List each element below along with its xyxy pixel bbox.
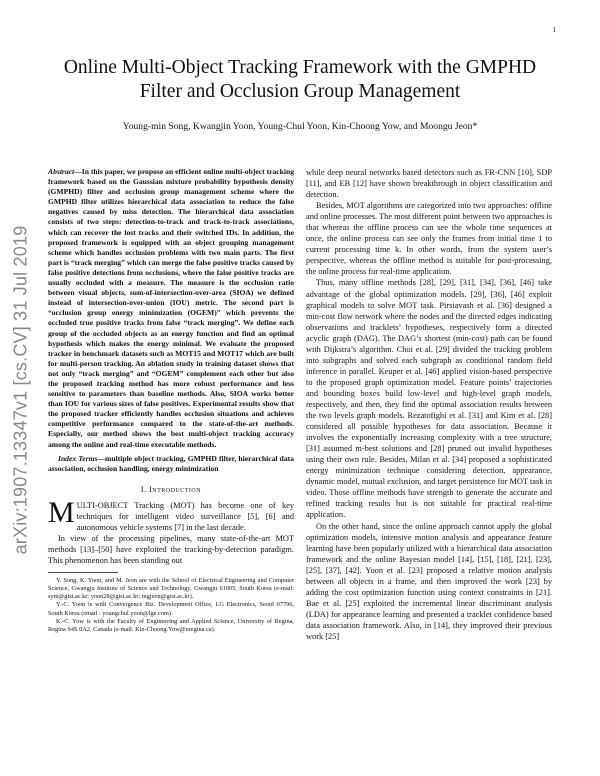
footnotes: [48, 577, 294, 634]
page-number: 1: [552, 26, 556, 34]
left-column: [48, 167, 294, 634]
footnote-2: Y.-C. Yoon is with Convergence Biz. Development Office, LG Electronics, Seoul 07796, South Korea (email : youngchul.yoon@lge.com).: [48, 601, 294, 617]
right-paragraph-4: On the other hand, since the online approach cannot apply the global optimization models, intensive motion analysis and appearance feature learning have been popularly utilized with a hierarchical data association framework and the online Bayesian model [14], [15], [18], [21], [23], [25], [37], [42]. Yoon et al. [23] proposed a relative motion analysis between all objects in a frame, and then improved the work [23] by adding the cost optimization function using context constraints in [21]. Bae et al. [25] exploited the incremental linear discriminant analysis (LDA) for appearance learning and presented a tracklet confidence based data association framework. Also, in [14], they improved their previous work [25]: [306, 521, 552, 641]
intro-paragraph-2: In view of the processing pipelines, many state-of-the-art MOT methods [13]–[50] have exploited the tracking-by-detection paradigm. This phenomenon has been standing out: [48, 534, 294, 566]
abstract-label: Abstract: [48, 167, 75, 176]
footnote-3: K.-C. Yow is with the Faculty of Engineering and Applied Science, University of Regina, Regina S4S 0A2, Canada (e-mail: Kin-Choong.Yow@uregina.ca).: [48, 617, 294, 633]
right-paragraph-2: Besides, MOT algorithms are categorized into two approaches: offline and online processes. The most different point between two approaches is that whereas the offline process can see the whole time sequences at once, the online process can see only the frames from initial time 1 to current processing time k. In other words, from the system user’s perspective, whereas the offline method is suitable for post-processing, the online process for real-time application.: [306, 201, 552, 277]
drop-cap: M: [48, 495, 75, 529]
arxiv-stamp: [6, 170, 36, 610]
right-paragraph-3: Thus, many offline methods [28], [29], [31], [34], [36], [46] take advantage of the global optimization models. [29], [36], [46] exploit graphical models to solve MOT task. Pirsiavash et al. [36] designed a min-cost flow network where the nodes and the directed edges indicating observations and tracklets’ hypotheses, respectively form a directed acyclic graph (DAG). The DAG’s shortest (min-cost) path can be found with Dijkstra’s algorithm. Choi et al. [29] divided the tracking problem into subgraphs and solved each subgraph as conditional random field inference in parallel. Keuper et al. [46] applied vision-based perspective to the proposed graph optimization model. Feature points’ trajectories and bounding boxes build low-level and high-level graph models, respectively, and then, they find the optimal association results between the two levels graph models. Rezatofighi et al. [31] and Kim et al. [28] considered all possible hypotheses for data association. Because it involves the exponentially increasing complexity with a tree structure, [31] assumed m-best solutions and [28] pruned out invalid hypotheses using their own rule. Besides, Milan et al. [34] proposed a sophisticated energy minimization technique considering detection, appearance, dynamic model, mutual exclusion, and target persistence for MOT task in video. Those offline methods have strength to generate the accurate and refined tracking results but is not suitable for practical real-time application.: [306, 278, 552, 520]
paper-title: Online Multi-Object Tracking Framework with the GMPHD Filter and Occlusion Group Management: [63, 57, 537, 102]
abstract-text: —In this paper, we propose an efficient online multi-object tracking framework based on the Gaussian mixture probability hypothesis density (GMPHD) filter and occlusion group management scheme where the GMPHD filter utilizes hierarchical data association to reduce the false negatives caused by miss detection. The hierarchical data association consists of two steps: detection-to-track and track-to-track associations, which can recover the lost tracks and their switched IDs. In addition, the proposed framework is equipped with an object grouping management scheme which handles occlusion problems with two main parts. The first part is “track merging” which can merge the false positive tracks caused by false positive detections from occlusions, where the false positive tracks are usually occluded with a measure. The measure is the occlusion ratio between visual objects, sum-of-intersection-over-area (SIOA) we defined instead of intersection-over-union (IOU) metric. The second part is “occlusion group energy minimization (OGEM)” which prevents the occluded true positive tracks from false “track merging”. We define each group of the occluded objects as an energy function and find an optimal hypothesis which makes the energy minimal. We evaluate the proposed tracker in benchmark datasets such as MOT15 and MOT17 which are built for multi-person tracking. An ablation study in training dataset shows that not only “track merging” and “OGEM” complement each other but also the proposed tracking method has more robust performance and less sensitive to parameters than baseline methods. Also, SIOA works better than IOU for various sizes of false positives. Experimental results show that the proposed tracker efficiently handles occlusion situations and achieves competitive performance compared to the state-of-the-art methods. Especially, our method shows the best multi-object tracking accuracy among the online and real-time executable methods.: [48, 167, 294, 449]
index-terms-text: —multiple object tracking, GMPHD filter, hierarchical data association, occlusion handling, energy minimization: [48, 453, 295, 473]
right-column: [306, 167, 552, 642]
paper-authors: Young-min Song, Kwangjin Yoon, Young-Chul Yoon, Kin-Choong Yow, and Moongu Jeon*: [122, 121, 478, 132]
intro-paragraph-1: [48, 495, 294, 533]
index-terms: [48, 454, 294, 474]
footnote-rule: [48, 572, 118, 573]
right-paragraph-1: while deep neural networks based detectors such as FR-CNN [10], SDP [11], and EB [12] have shown breakthrough in object classification and detection.: [306, 168, 552, 200]
arxiv-stamp-text: arXiv:1907.13347v1 [cs.CV] 31 Jul 2019: [10, 225, 31, 555]
index-terms-label: Index Terms: [58, 453, 98, 463]
abstract: [48, 167, 294, 450]
section-heading-introduction: I. Introduction: [140, 484, 202, 494]
footnote-1: Y. Song, K. Yoon, and M. Jeon are with the School of Electrical Engineering and Computer Science, Gwangju Institute of Science and Technology, Gwangju 61005, South Korea (e-mail: sym@gist.ac.kr; yoon28@gist.ac.kr; mgjeon@gist.ac.kr).: [48, 577, 294, 601]
intro-paragraph-1-text: ULTI-OBJECT Tracking (MOT) has become one of key techniques for intelligent video surveillance [5], [6] and autonomous vehicle systems [7] in the last decade.: [76, 500, 294, 532]
